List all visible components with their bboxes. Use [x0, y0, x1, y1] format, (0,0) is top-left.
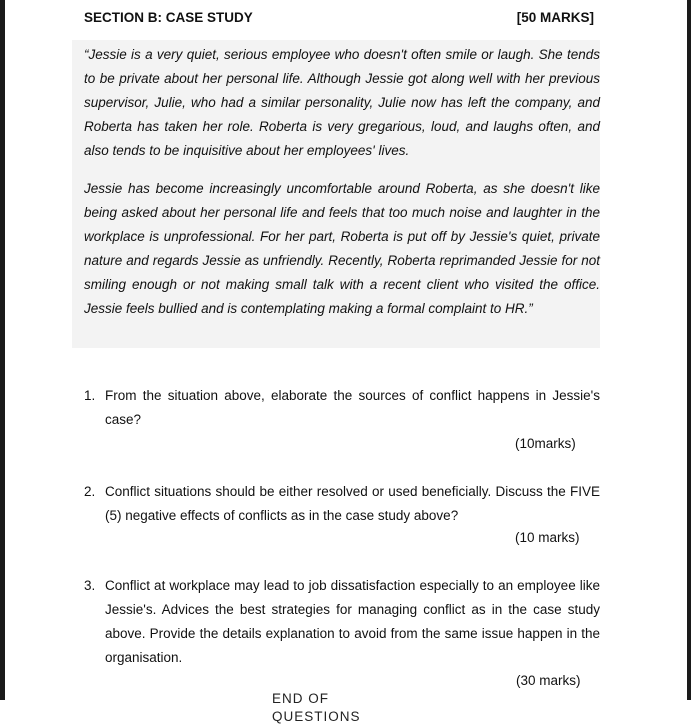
question-3-marks: (30 marks): [516, 673, 581, 688]
question-text: From the situation above, elaborate the sources of conflict happens in Jessie's case?: [105, 388, 600, 427]
question-2: [84, 480, 600, 528]
case-study-paragraph-1: “Jessie is a very quiet, serious employee who doesn't often smile or laugh. She tends to be private about her personal life. Although Jessie got along well with her previous supervisor, Julie, who had a similar personality, Julie now has left the company, and Roberta has taken her role. Roberta is very gregarious, loud, and laughs often, and also tends to be inquisitive about her employees' lives.: [84, 47, 600, 158]
case-study-paragraph-2: Jessie has become increasingly uncomfortable around Roberta, as she doesn't like being asked about her personal life and feels that too much noise and laughter in the workplace is unprofessional. For her part, Roberta is put off by Jessie's quiet, private nature and regards Jessie as unfriendly. Recently, Roberta reprimanded Jessie for not smiling enough or not making small talk with a recent client who visited the office. Jessie feels bullied and is contemplating making a formal complaint to HR.”: [84, 181, 600, 316]
page-left-border: [0, 0, 5, 700]
question-number: 1.: [84, 388, 96, 403]
section-header: [84, 8, 594, 26]
question-1: [84, 384, 600, 432]
question-text: Conflict at workplace may lead to job dissatisfaction especially to an employee like Jessie's. Advices the best strategies for managing conflict as in the case study above. Provide the details explanation to avoid from the same issue happen in the organisation.: [105, 578, 600, 665]
question-3: [84, 574, 600, 670]
question-text: Conflict situations should be either resolved or used beneficially. Discuss the FIVE (5) negative effects of conflicts as in the case study above?: [105, 484, 600, 523]
question-1-marks: (10marks): [515, 436, 576, 451]
question-2-marks: (10 marks): [515, 530, 580, 545]
section-title: SECTION B: CASE STUDY: [84, 9, 253, 25]
page-right-border: [687, 0, 691, 700]
section-total-marks: [50 MARKS]: [516, 9, 594, 25]
question-number: 3.: [84, 578, 96, 593]
end-of-questions-cutoff: END OF QUESTIONS: [272, 691, 361, 724]
question-number: 2.: [84, 484, 96, 499]
